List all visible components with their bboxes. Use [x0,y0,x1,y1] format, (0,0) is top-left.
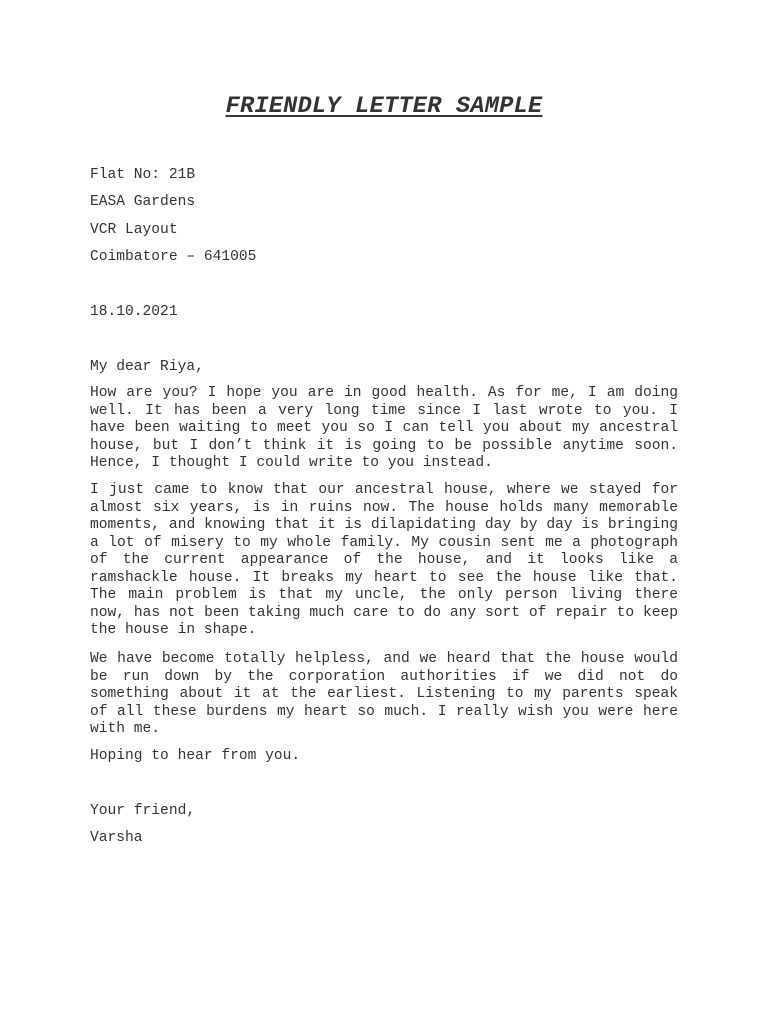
paragraph-2: I just came to know that our ancestral house, where we stayed for almost six years, is in ruins now. The house holds many memorable moments, and knowing that it is dilapidating day by day is bringing a lot of misery to my whole family. My cousin sent me a photograph of the current appearance of the house, and it looks like a ramshackle house. It breaks my heart to see the house like that. The main problem is that my uncle, the only person living there now, has not been taking much care to do any sort of repair to keep the house in shape. [90,482,678,638]
paragraph-3: We have become totally helpless, and we heard that the house would be run down by the corporation authorities if we did not do something about it at the earliest. Listening to my parents speak of all these burdens my heart so much. I really wish you were here with me. [90,651,678,737]
signature: Varsha [90,830,143,846]
salutation: My dear Riya, [90,359,204,375]
address-line-2: EASA Gardens [90,194,196,210]
address-line-4: Coimbatore – 641005 [90,249,257,265]
letter-date: 18.10.2021 [90,304,178,320]
paragraph-1: How are you? I hope you are in good health. As for me, I am doing well. It has been a very long time since I last wrote to you. I have been waiting to meet you so I can tell you about my ancestral house, but I don’t think it is going to be possible anytime soon. Hence, I thought I could write to you instead. [90,385,678,471]
paragraph-4: Hoping to hear from you. [90,748,301,764]
closing: Your friend, [90,803,196,819]
address-line-1: Flat No: 21B [90,167,196,183]
letter-title: FRIENDLY LETTER SAMPLE [225,93,543,120]
address-line-3: VCR Layout [90,222,178,238]
